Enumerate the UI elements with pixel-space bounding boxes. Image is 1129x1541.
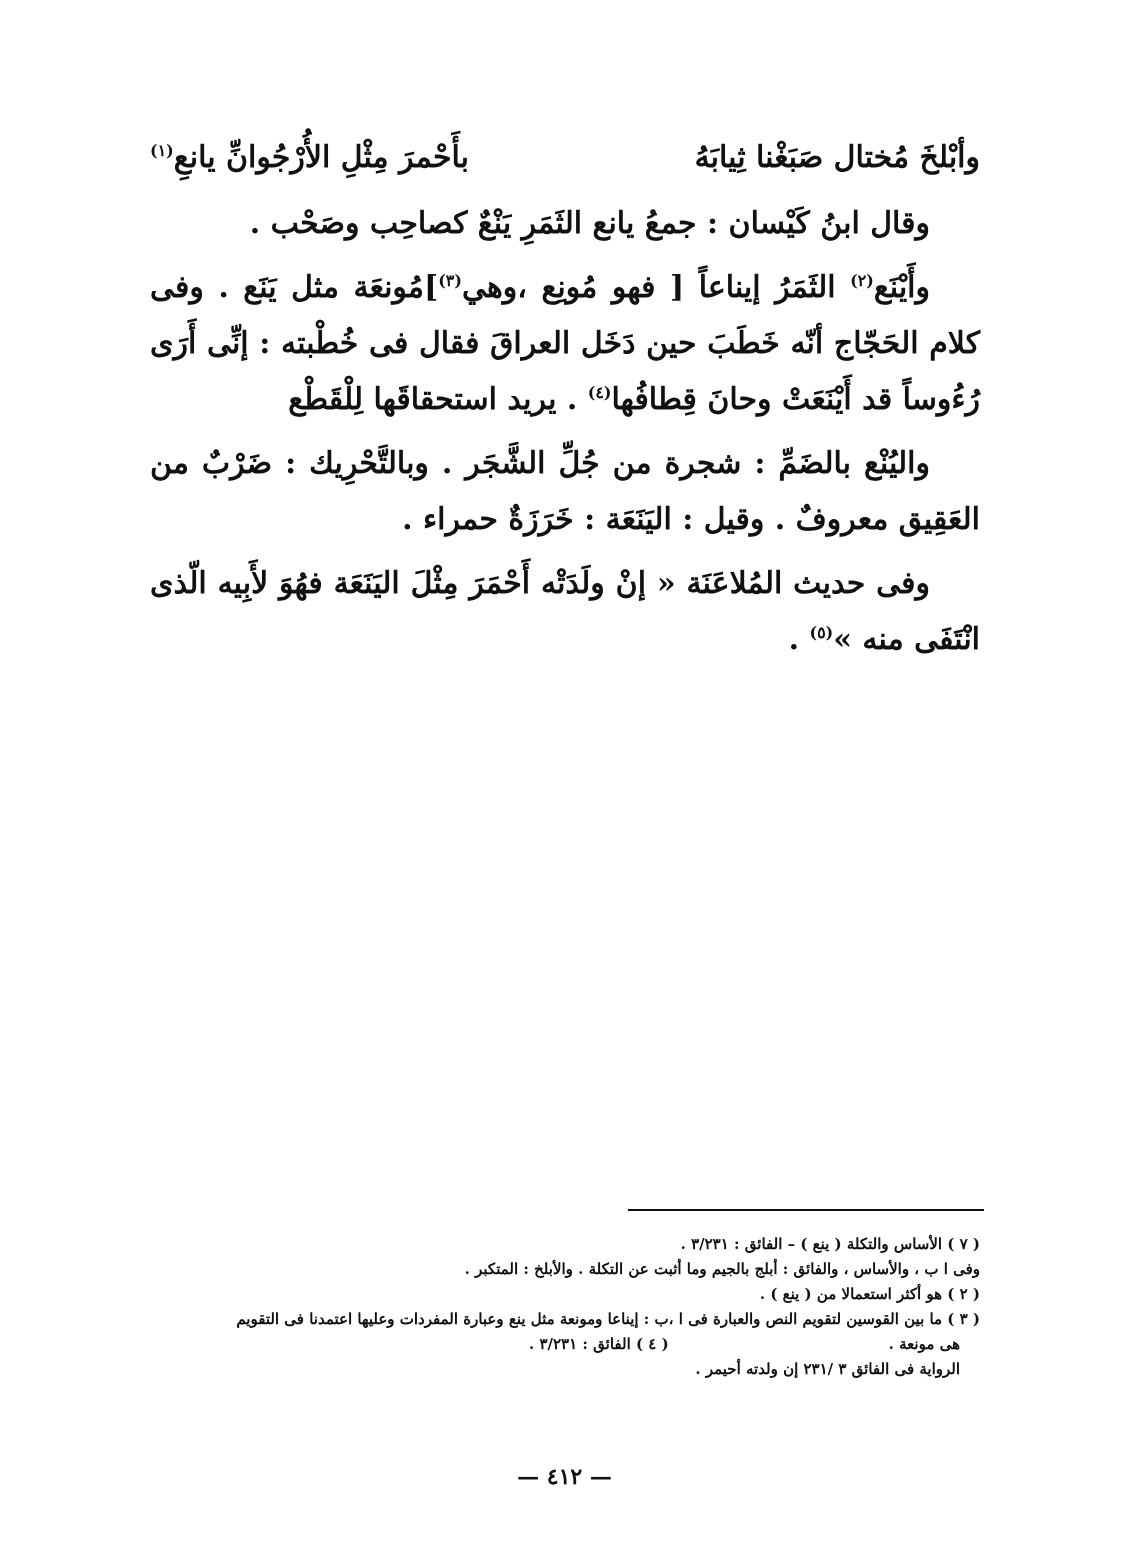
paragraph-aynaa <box>150 260 980 428</box>
footnote-ref: (١) <box>150 141 174 160</box>
paragraph-text: وقال ابنُ كَيْسان : جمعُ يانع الثَمَرِ يَنْعٌ كصاحِب وصَحْب . <box>249 206 930 241</box>
footnote-separator <box>628 1209 984 1211</box>
footnote-ref: (٥) <box>809 623 834 642</box>
verse-second-text: بأَحْمرَ مِثْلِ الأُرْجُوانِّ يانعِ <box>173 140 470 175</box>
paragraph-mulaana <box>150 556 980 668</box>
spacer <box>669 1332 889 1357</box>
verse-first-hemistich: وأبْلخَ مُختال صَبَغْنا ثِيابَهُ <box>694 140 980 175</box>
paragraph-text: . يريد استحقاقَها لِلْقَطْع <box>288 382 588 417</box>
paragraph-text: وفى حديث المُلاعَنَة « إنْ ولَدَتْه أَحْمَرَ مِثْلَ اليَنَعَة فهُوَ لأَبِيه الّذى انْتَفَى منه » <box>150 566 980 657</box>
footnote-1: ( ٧ ) الأساس والتكلة ( ينع ) – الفائق : ٣/٢٣١ . <box>680 1235 980 1253</box>
paragraph-text: . <box>788 622 810 657</box>
paragraph-text: الثَمَرُ إيناعاً [ فهو مُونِع ،وهي <box>461 270 851 305</box>
paragraph-text: واليُنْع بالضَمِّ : شجرة من جُلِّ الشَّجَر . وبالتَّحْرِيك : ضَرْبٌ من العَقِيق معروفٌ . وقيل : اليَنَعَة : خَرَزَةٌ حمراء . <box>150 446 980 537</box>
paragraph-ibn-kaysan <box>150 196 980 252</box>
page-number: — ٤١٢ — <box>517 1464 612 1490</box>
paragraph-text: وأَيْنَع <box>873 270 931 305</box>
footnote-ref: (٤) <box>587 383 612 402</box>
footnote-1-continued: وفى ا ب ، والأساس ، والفائق : أبلج بالجيم وما أثبت عن التكلة . والأبلخ : المتكبر . <box>464 1260 980 1278</box>
footnote-ref: (٢) <box>850 271 874 290</box>
footnote-ref: (٣) <box>438 271 462 290</box>
footnotes <box>140 1232 980 1382</box>
footnote-3: ( ٣ ) ما بين القوسين لتقويم النص والعبارة فى ا ،ب : إيناعا ومونعة مثل ينع وعبارة المفردات وعليها اعتمدنا فى التقويم <box>236 1310 980 1328</box>
footnote-5: الرواية فى الفائق ٣ /٢٣١ إن ولدته أحيمر . <box>695 1360 960 1378</box>
footnote-3-continued: هى مونعة . <box>888 1335 960 1353</box>
main-text <box>150 130 980 676</box>
footnote-2: ( ٢ ) هو أكثر استعمالا من ( ينع ) . <box>759 1285 980 1303</box>
paragraph-text: ]مُونعَة مثل يَنَع . وفى كلام الحَجّاج أنّه خَطَبَ حين دَخَل العراقَ فقال فى خُطْبته : إنِّى أَرَى رُءُوساً قد أَيْنَعَتْ وحانَ قِطافُها <box>150 270 980 417</box>
paragraph-yunu <box>150 436 980 548</box>
footnote-4: ( ٤ ) الفائق : ٣/٢٣١ . <box>529 1335 669 1353</box>
footnote-3-continued-row <box>140 1332 980 1357</box>
poetry-verse <box>150 130 980 186</box>
verse-second-hemistich <box>150 130 469 186</box>
